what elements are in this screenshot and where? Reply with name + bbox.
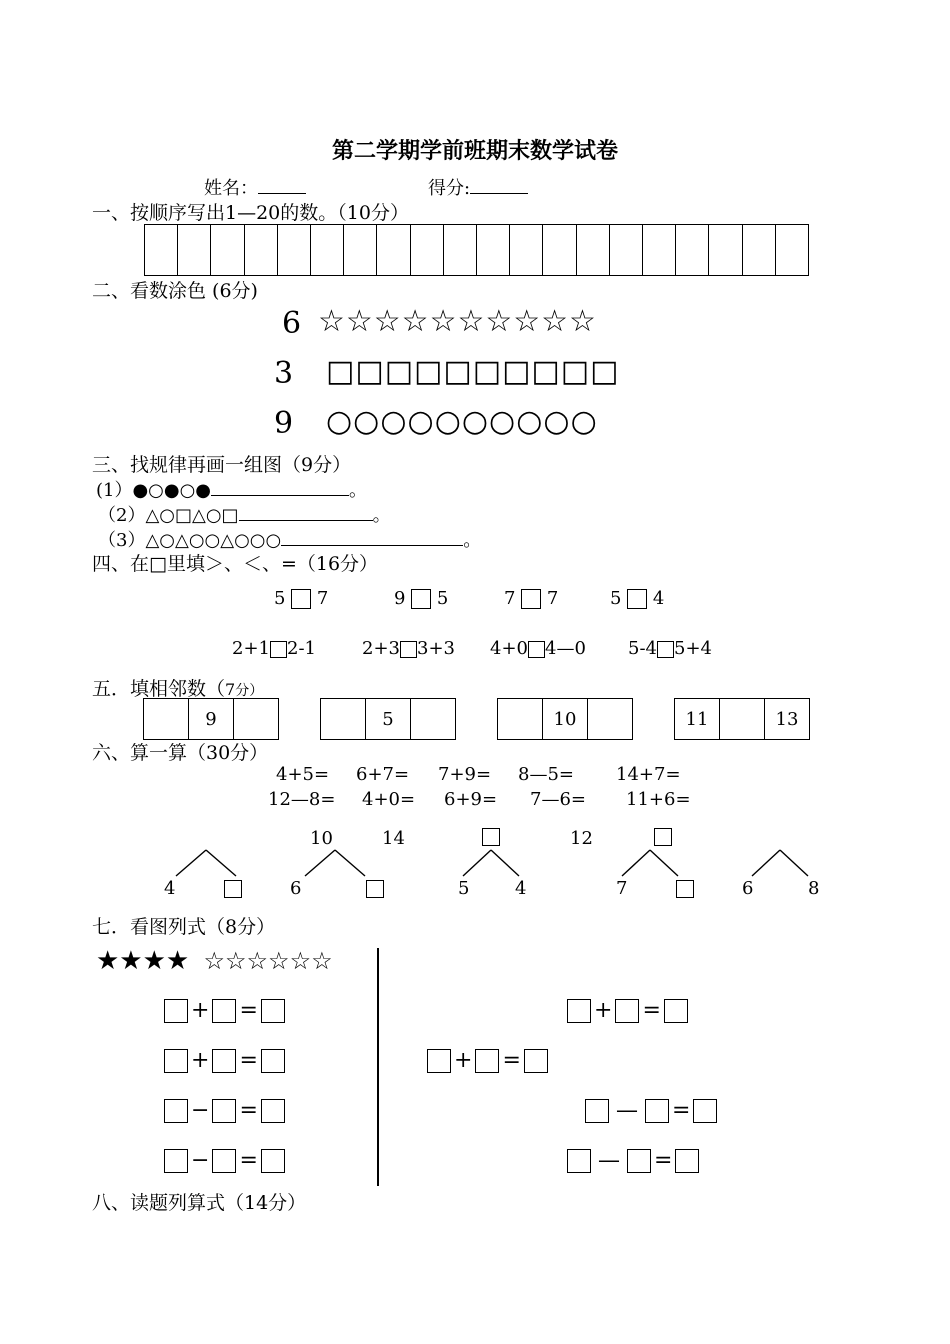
section-7-heading: 七．看图列式（8分） bbox=[92, 916, 276, 938]
column-divider bbox=[377, 948, 379, 1186]
grid-cell[interactable] bbox=[577, 225, 610, 275]
equation-left-2 bbox=[164, 1048, 285, 1073]
neighbor-cell[interactable] bbox=[720, 699, 765, 739]
equation-right-2 bbox=[427, 1048, 548, 1073]
answer-box[interactable] bbox=[261, 1099, 285, 1123]
answer-box[interactable] bbox=[627, 1149, 651, 1173]
calc-10[interactable]: 11+6= bbox=[626, 789, 691, 810]
answer-box[interactable] bbox=[164, 1149, 188, 1173]
neighbor-cell[interactable] bbox=[234, 699, 278, 739]
compare-right: 5 bbox=[436, 588, 449, 609]
compare-right: 4 bbox=[652, 588, 665, 609]
section-1-heading: 一、按顺序写出1—20的数。（10分） bbox=[92, 202, 409, 224]
neighbor-cell[interactable] bbox=[411, 699, 455, 739]
equals-sign: = bbox=[672, 1098, 691, 1123]
score-field bbox=[428, 174, 528, 200]
answer-box[interactable] bbox=[261, 999, 285, 1023]
name-label: 姓名： bbox=[204, 178, 258, 199]
compare-box[interactable] bbox=[411, 589, 431, 609]
bond-2-right-box[interactable] bbox=[366, 878, 384, 898]
compare-box[interactable] bbox=[291, 589, 311, 609]
calc-4[interactable]: 8—5= bbox=[518, 764, 574, 785]
compare-left: 7 bbox=[504, 588, 516, 609]
grid-cell[interactable] bbox=[178, 225, 211, 275]
answer-box[interactable] bbox=[164, 1049, 188, 1073]
pattern-item-2 bbox=[98, 501, 391, 527]
section-5-tail: 分） bbox=[235, 683, 264, 699]
grid-cell[interactable] bbox=[145, 225, 178, 275]
compare-5 bbox=[232, 638, 316, 659]
grid-cell[interactable] bbox=[411, 225, 444, 275]
compare-right: 4—0 bbox=[545, 638, 586, 659]
compare-left: 5 bbox=[610, 588, 622, 609]
grid-cell[interactable] bbox=[676, 225, 709, 275]
grid-cell[interactable] bbox=[643, 225, 676, 275]
grid-cell[interactable] bbox=[610, 225, 643, 275]
bond-6-right-box[interactable] bbox=[676, 878, 694, 898]
answer-box[interactable] bbox=[212, 999, 236, 1023]
answer-box[interactable] bbox=[212, 1049, 236, 1073]
answer-box[interactable] bbox=[645, 1099, 669, 1123]
answer-box[interactable] bbox=[164, 999, 188, 1023]
bond-4-right: 4 bbox=[515, 878, 527, 899]
grid-cell[interactable] bbox=[510, 225, 543, 275]
compare-right: 7 bbox=[316, 588, 329, 609]
compare-8 bbox=[628, 638, 712, 659]
compare-left: 5 bbox=[274, 588, 286, 609]
empty-stars: ☆☆☆☆☆☆ bbox=[203, 947, 333, 975]
answer-box[interactable] bbox=[567, 1149, 591, 1173]
section-3-heading: 三、找规律再画一组图（9分） bbox=[92, 454, 352, 476]
answer-box[interactable] bbox=[475, 1049, 499, 1073]
calc-5[interactable]: 14+7= bbox=[616, 764, 681, 785]
operator: − bbox=[191, 1148, 210, 1173]
neighbor-group-1 bbox=[143, 698, 279, 740]
color-count-9: 9 bbox=[274, 406, 294, 441]
compare-box[interactable] bbox=[521, 589, 541, 609]
color-count-3: 3 bbox=[274, 356, 294, 391]
star-picture bbox=[96, 946, 333, 976]
neighbor-group-3 bbox=[497, 698, 633, 740]
calc-9[interactable]: 7—6= bbox=[530, 789, 586, 810]
section-8-heading: 八、读题列算式（14分） bbox=[92, 1192, 307, 1214]
compare-1 bbox=[274, 588, 328, 609]
equation-left-4 bbox=[164, 1148, 285, 1173]
grid-cell[interactable] bbox=[377, 225, 410, 275]
answer-box[interactable] bbox=[164, 1099, 188, 1123]
neighbor-cell[interactable] bbox=[588, 699, 632, 739]
neighbor-cell: 11 bbox=[675, 699, 720, 739]
answer-box[interactable] bbox=[664, 999, 688, 1023]
bond-6-left: 7 bbox=[616, 878, 628, 899]
grid-cell[interactable] bbox=[776, 225, 808, 275]
answer-box[interactable] bbox=[212, 1149, 236, 1173]
compare-box[interactable] bbox=[528, 641, 545, 658]
compare-left: 2+1 bbox=[232, 638, 270, 659]
bond-4-top-box[interactable] bbox=[482, 826, 500, 846]
compare-7 bbox=[490, 638, 586, 659]
neighbor-cell[interactable] bbox=[321, 699, 366, 739]
filled-stars: ★★★★ bbox=[96, 946, 190, 976]
section-4-heading: 四、在□里填＞、＜、=（16分） bbox=[92, 553, 379, 575]
neighbor-group-4 bbox=[674, 698, 810, 740]
pattern-2-end: 。 bbox=[372, 505, 391, 526]
grid-cell[interactable] bbox=[477, 225, 510, 275]
answer-box[interactable] bbox=[427, 1049, 451, 1073]
equals-sign: = bbox=[239, 1148, 258, 1173]
section-5-points: 7 bbox=[225, 680, 236, 699]
operator: + bbox=[191, 1048, 210, 1073]
calc-6[interactable]: 12—8= bbox=[268, 789, 336, 810]
operator: + bbox=[594, 998, 613, 1023]
compare-right: 3+3 bbox=[417, 638, 455, 659]
equals-sign: = bbox=[642, 998, 661, 1023]
calc-8[interactable]: 6+9= bbox=[444, 789, 498, 810]
equation-right-4 bbox=[567, 1148, 699, 1173]
compare-right: 5+4 bbox=[674, 638, 712, 659]
calc-3[interactable]: 7+9= bbox=[438, 764, 492, 785]
score-blank[interactable] bbox=[470, 175, 528, 194]
equation-left-3 bbox=[164, 1098, 285, 1123]
compare-box[interactable] bbox=[270, 641, 287, 658]
equation-right-1 bbox=[567, 998, 688, 1023]
bond-5-top: 12 bbox=[570, 828, 593, 849]
score-label: 得分: bbox=[428, 178, 471, 199]
pattern-3-end: 。 bbox=[463, 530, 482, 551]
bond-7-left: 6 bbox=[742, 878, 754, 899]
answer-box[interactable] bbox=[675, 1149, 699, 1173]
neighbor-cell: 5 bbox=[366, 699, 411, 739]
color-count-6: 6 bbox=[282, 306, 302, 341]
compare-4 bbox=[610, 588, 664, 609]
compare-3 bbox=[504, 588, 558, 609]
calc-2[interactable]: 6+7= bbox=[356, 764, 410, 785]
neighbor-cell[interactable] bbox=[144, 699, 189, 739]
name-field bbox=[204, 174, 306, 200]
neighbor-cell: 13 bbox=[775, 708, 799, 730]
compare-left: 9 bbox=[394, 588, 406, 609]
compare-box[interactable] bbox=[627, 589, 647, 609]
equals-sign: = bbox=[239, 1098, 258, 1123]
compare-left: 4+0 bbox=[490, 638, 528, 659]
compare-box[interactable] bbox=[400, 641, 417, 658]
neighbor-group-2 bbox=[320, 698, 456, 740]
neighbor-cell: 10 bbox=[543, 699, 588, 739]
neighbor-cell: 9 bbox=[189, 699, 234, 739]
equation-left-1 bbox=[164, 998, 285, 1023]
calc-1[interactable]: 4+5= bbox=[276, 764, 330, 785]
answer-box[interactable] bbox=[261, 1049, 285, 1073]
section-5-heading bbox=[92, 674, 263, 701]
section-2-heading: 二、看数涂色 (6分) bbox=[92, 280, 258, 302]
grid-cell[interactable] bbox=[278, 225, 311, 275]
grid-cell[interactable] bbox=[543, 225, 576, 275]
pattern-2-shapes: （2）△○□△○□ bbox=[98, 505, 239, 526]
grid-cell[interactable] bbox=[344, 225, 377, 275]
compare-left: 2+3 bbox=[362, 638, 400, 659]
answer-box[interactable] bbox=[693, 1099, 717, 1123]
bond-1-left: 4 bbox=[164, 878, 176, 899]
name-blank[interactable] bbox=[258, 175, 306, 194]
pattern-1-shapes: (1）●○●○● bbox=[96, 480, 212, 501]
page-title: 第二学期学前班期末数学试卷 bbox=[331, 138, 618, 164]
operator: − bbox=[191, 1098, 210, 1123]
operator: — bbox=[598, 1148, 620, 1173]
compare-right: 7 bbox=[546, 588, 559, 609]
answer-box[interactable] bbox=[261, 1149, 285, 1173]
pattern-2-blank[interactable] bbox=[239, 502, 373, 521]
bond-3-top: 14 bbox=[382, 828, 405, 849]
compare-box[interactable] bbox=[657, 641, 674, 658]
equals-sign: = bbox=[239, 998, 258, 1023]
grid-cell[interactable] bbox=[743, 225, 776, 275]
bond-1-right-box[interactable] bbox=[224, 878, 242, 898]
compare-left: 5-4 bbox=[628, 638, 657, 659]
compare-2 bbox=[394, 588, 448, 609]
answer-box[interactable] bbox=[524, 1049, 548, 1073]
operator: + bbox=[454, 1048, 473, 1073]
bond-2-top: 10 bbox=[310, 828, 333, 849]
pattern-1-end: 。 bbox=[349, 480, 368, 501]
bond-2-left: 6 bbox=[290, 878, 302, 899]
pattern-item-1 bbox=[96, 476, 367, 502]
equals-sign: = bbox=[654, 1148, 673, 1173]
answer-box[interactable] bbox=[585, 1099, 609, 1123]
circle-row[interactable]: ○○○○○○○○○○ bbox=[326, 404, 598, 439]
operator: + bbox=[191, 998, 210, 1023]
pattern-3-shapes: （3）△○△○○△○○○ bbox=[98, 530, 282, 551]
grid-cell[interactable] bbox=[709, 225, 742, 275]
number-grid bbox=[144, 224, 809, 276]
answer-box[interactable] bbox=[567, 999, 591, 1023]
neighbor-cell[interactable] bbox=[498, 699, 543, 739]
pattern-1-blank[interactable] bbox=[211, 477, 349, 496]
equals-sign: = bbox=[502, 1048, 521, 1073]
compare-right: 2-1 bbox=[287, 638, 316, 659]
answer-box[interactable] bbox=[212, 1099, 236, 1123]
calc-7[interactable]: 4+0= bbox=[362, 789, 416, 810]
answer-box[interactable] bbox=[615, 999, 639, 1023]
compare-6 bbox=[362, 638, 455, 659]
grid-cell[interactable] bbox=[311, 225, 344, 275]
operator: — bbox=[616, 1098, 638, 1123]
square-row[interactable]: □□□□□□□□□□ bbox=[326, 354, 620, 389]
pattern-3-blank[interactable] bbox=[281, 527, 463, 546]
equals-sign: = bbox=[239, 1048, 258, 1073]
section-5-title: 五．填相邻数（ bbox=[92, 678, 226, 700]
bond-4-left: 5 bbox=[458, 878, 470, 899]
section-6-heading: 六、算一算（30分） bbox=[92, 742, 269, 764]
grid-cell[interactable] bbox=[211, 225, 244, 275]
grid-cell[interactable] bbox=[245, 225, 278, 275]
equation-right-3 bbox=[585, 1098, 717, 1123]
bond-7-right: 8 bbox=[808, 878, 820, 899]
grid-cell[interactable] bbox=[444, 225, 477, 275]
star-row[interactable]: ☆☆☆☆☆☆☆☆☆☆ bbox=[318, 304, 597, 339]
bond-6-top-box[interactable] bbox=[654, 826, 672, 846]
